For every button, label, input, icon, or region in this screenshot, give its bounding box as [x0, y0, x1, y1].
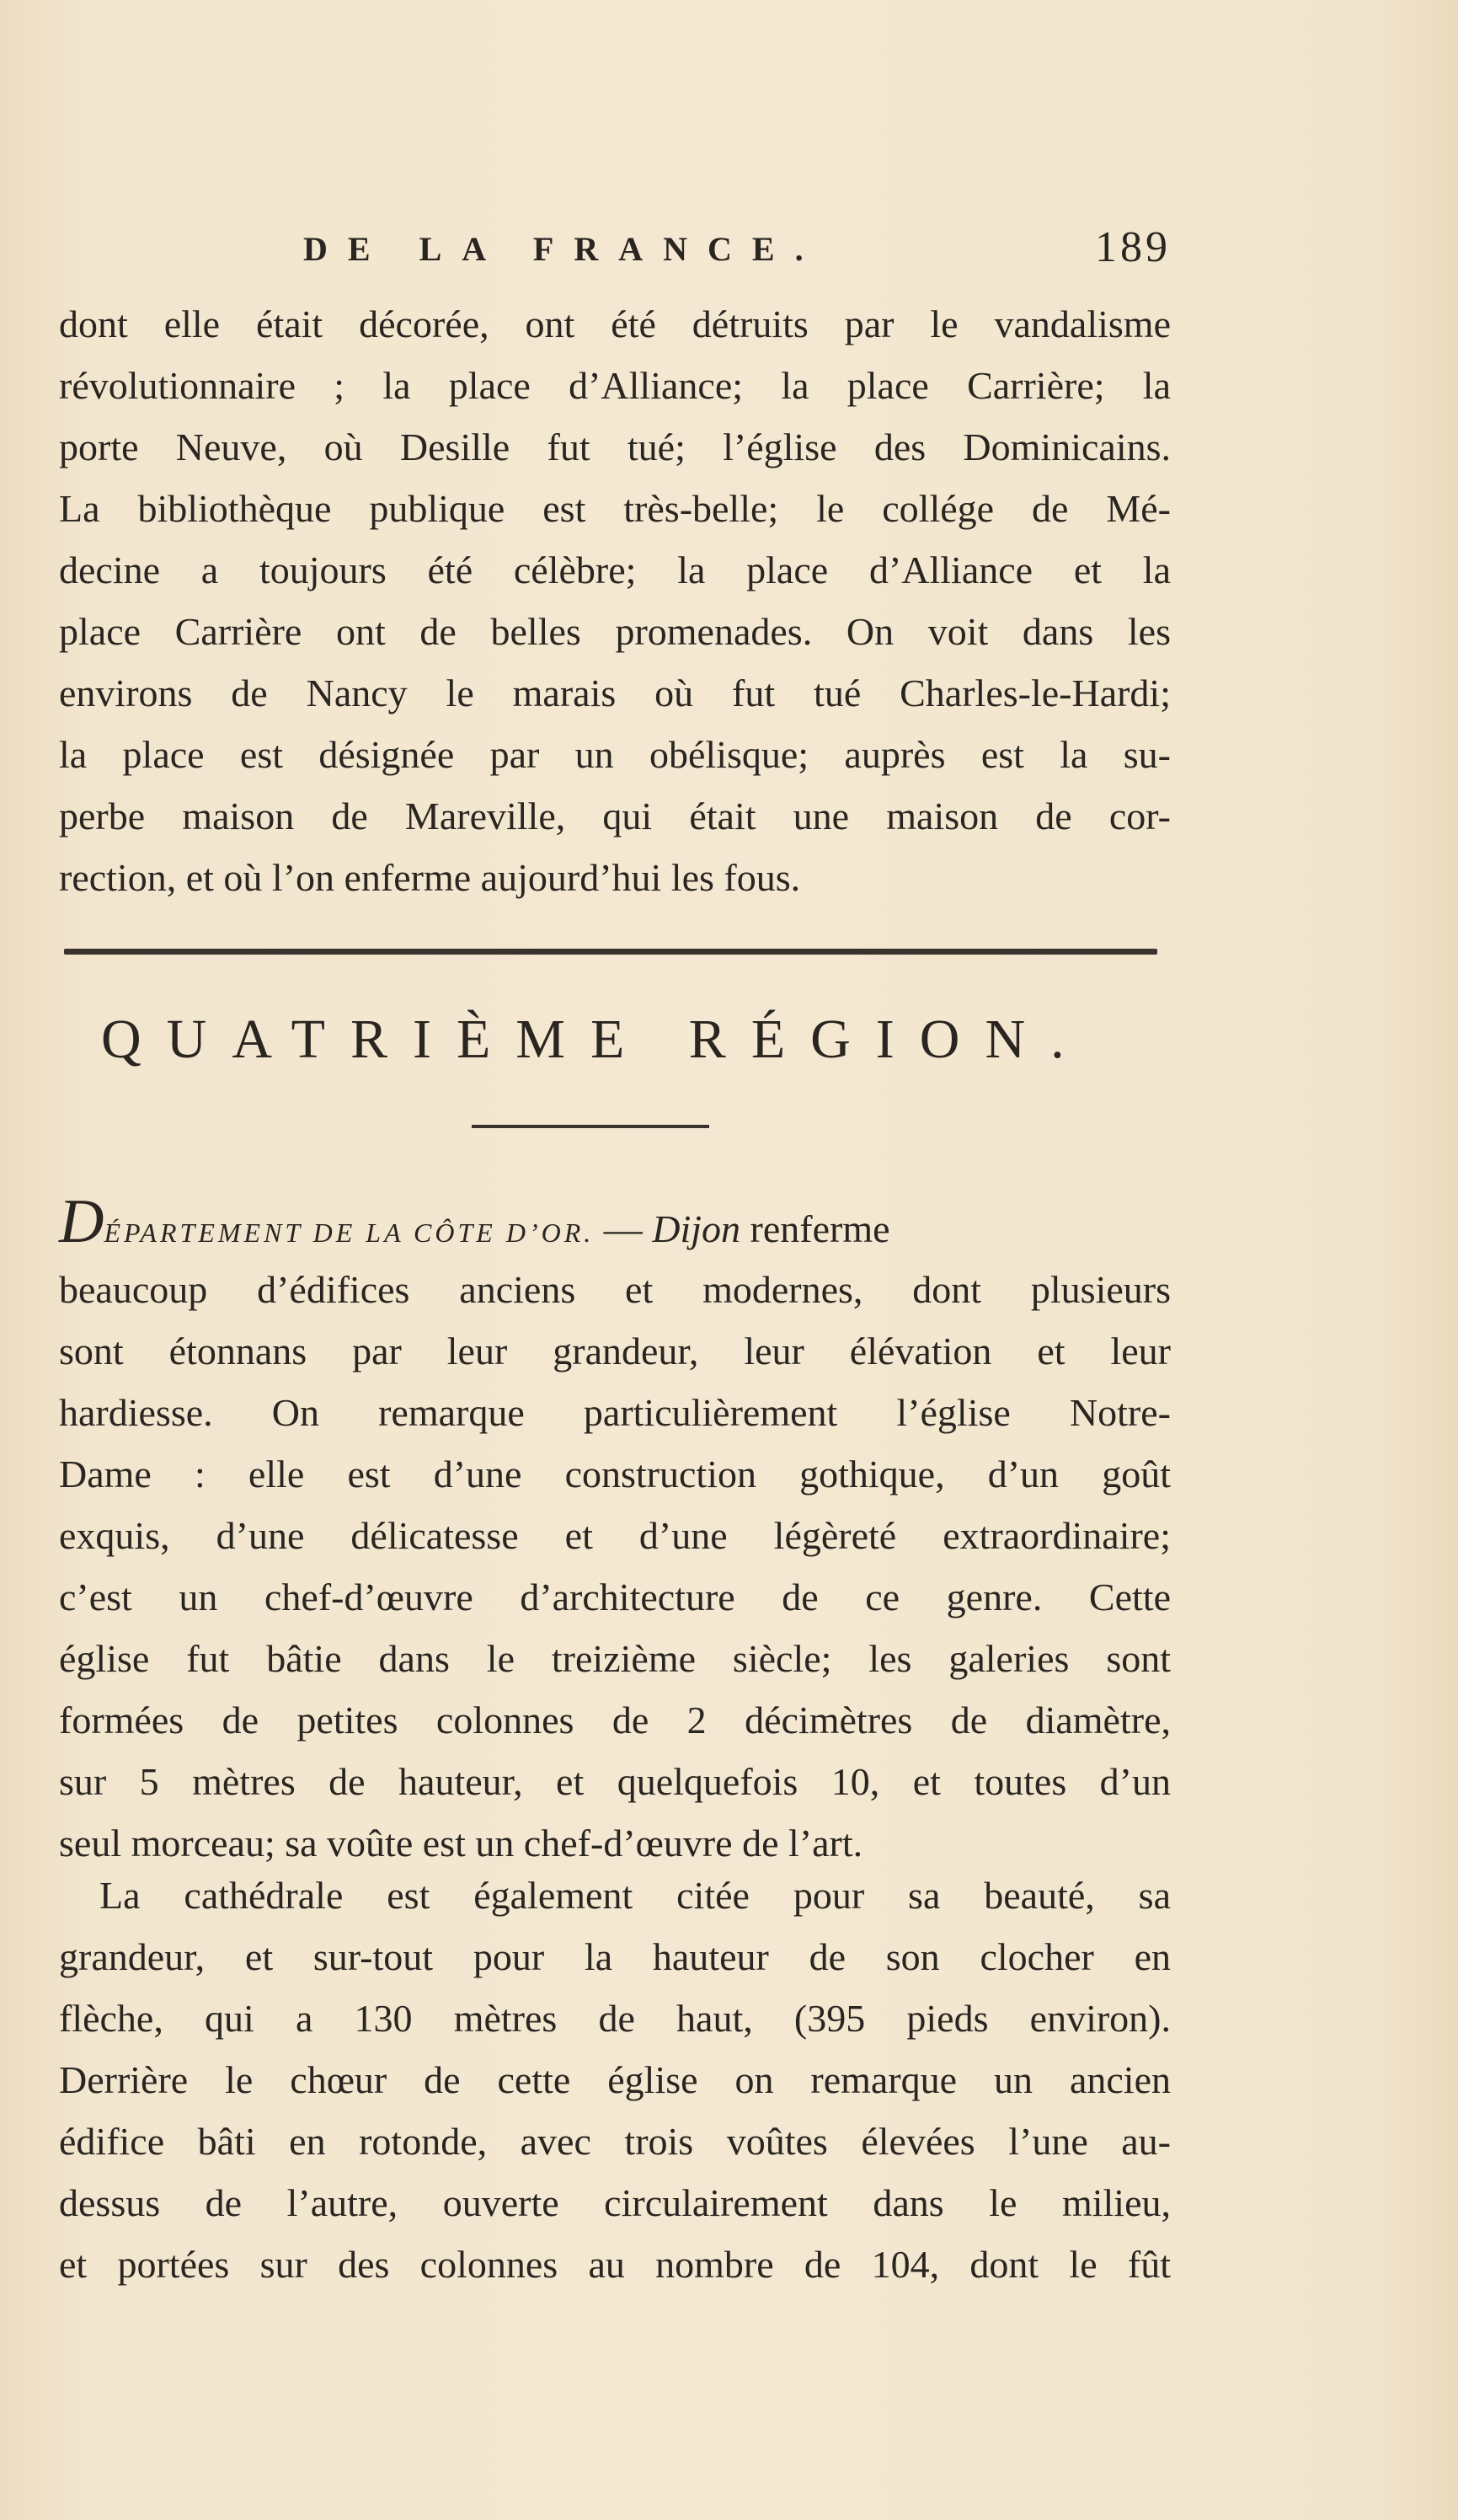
text-line: exquis, d’une délicatesse et d’une légèreté extraordinaire;	[59, 1514, 1171, 1557]
text-line: porte Neuve, où Desille fut tué; l’église des Dominicains.	[59, 425, 1171, 468]
text-line: beaucoup d’édifices anciens et modernes, dont plusieurs	[59, 1268, 1171, 1311]
drop-initial: D	[59, 1187, 104, 1256]
text-line: édifice bâti en rotonde, avec trois voûtes élevées l’une au-	[59, 2120, 1171, 2163]
heading-continuation: renferme	[740, 1207, 890, 1250]
text-line: environs de Nancy le marais où fut tué Charles-le-Hardi;	[59, 671, 1171, 714]
city-name: Dijon	[652, 1207, 741, 1250]
text-line: la place est désignée par un obélisque; auprès est la su-	[59, 733, 1171, 776]
text-line: hardiesse. On remarque particulièrement l’église Notre-	[59, 1391, 1171, 1434]
text-line: sont étonnans par leur grandeur, leur élévation et leur	[59, 1330, 1171, 1372]
text-line: dont elle était décorée, ont été détruits par le vandalisme	[59, 302, 1171, 345]
text-line: c’est un chef-d’œuvre d’architecture de ce genre. Cette	[59, 1576, 1171, 1618]
title-underline-rule	[472, 1125, 709, 1128]
text-line: La bibliothèque publique est très-belle; le collége de Mé-	[59, 487, 1171, 530]
page-header	[59, 222, 1171, 281]
text-line: place Carrière ont de belles promenades. On voit dans les	[59, 610, 1171, 653]
paragraph-cathedral	[59, 1865, 1171, 2295]
section-divider-rule	[64, 949, 1157, 955]
text-line: La cathédrale est également citée pour sa beauté, sa	[99, 1874, 1171, 1917]
text-line: formées de petites colonnes de 2 décimètres de diamètre,	[59, 1699, 1171, 1742]
paragraph-dijon	[59, 1259, 1171, 1874]
em-dash: —	[594, 1207, 653, 1250]
section-title: QUATRIÈME RÉGION.	[101, 1009, 1090, 1070]
text-line: sur 5 mètres de hauteur, et quelquefois 10, et toutes d’un	[59, 1760, 1171, 1803]
text-line: Derrière le chœur de cette église on remarque un ancien	[59, 2058, 1171, 2101]
page-number: 189	[1095, 223, 1171, 271]
text-line: grandeur, et sur-tout pour la hauteur de son clocher en	[59, 1935, 1171, 1978]
department-heading: ÉPARTEMENT DE LA CÔTE D’OR.	[104, 1217, 595, 1248]
running-title: DE LA FRANCE.	[303, 230, 824, 268]
paragraph-nancy	[59, 293, 1171, 908]
department-heading-line	[59, 1186, 1171, 1259]
text-line: Dame : elle est d’une construction gothique, d’un goût	[59, 1453, 1171, 1495]
text-line: église fut bâtie dans le treizième siècle; les galeries sont	[59, 1637, 1171, 1680]
text-line: révolutionnaire ; la place d’Alliance; la place Carrière; la	[59, 364, 1171, 407]
text-line: flèche, qui a 130 mètres de haut, (395 pieds environ).	[59, 1997, 1171, 2040]
text-line: et portées sur des colonnes au nombre de 104, dont le fût	[59, 2243, 1171, 2286]
text-line: decine a toujours été célèbre; la place d’Alliance et la	[59, 548, 1171, 591]
text-line: perbe maison de Mareville, qui était une maison de cor-	[59, 795, 1171, 837]
text-line: seul morceau; sa voûte est un chef-d’œuvre de l’art.	[59, 1822, 863, 1865]
text-line: rection, et où l’on enferme aujourd’hui les fous.	[59, 856, 801, 899]
text-line: dessus de l’autre, ouverte circulairement dans le milieu,	[59, 2181, 1171, 2224]
